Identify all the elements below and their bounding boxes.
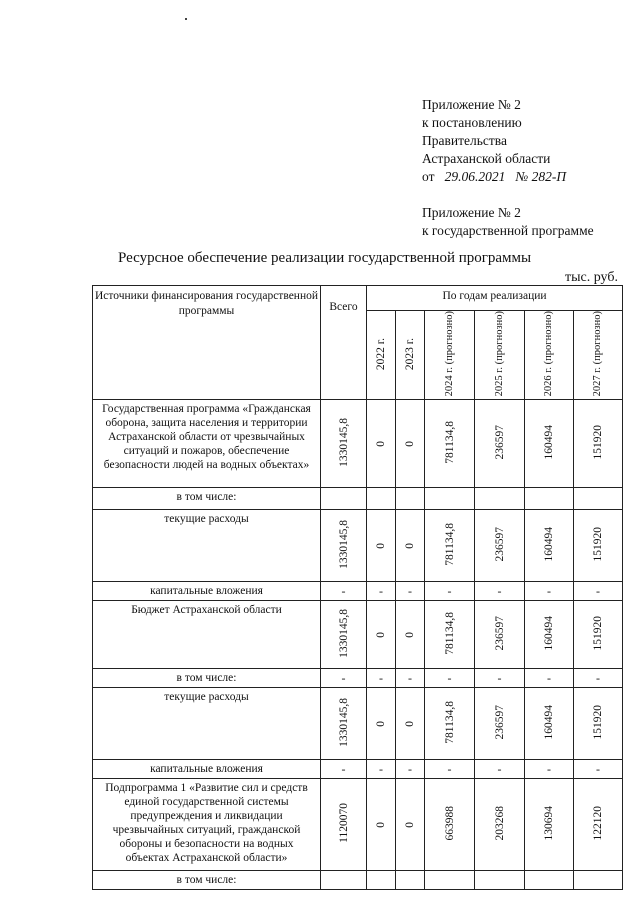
row-source-name: в том числе:	[93, 871, 321, 890]
row-year-value: 203268	[493, 806, 506, 841]
table-body	[93, 286, 623, 890]
table-row	[93, 510, 623, 582]
row-year-value: -	[547, 670, 551, 685]
row-source-name: в том числе:	[93, 669, 321, 688]
scan-speck	[185, 18, 187, 20]
row-source-name: Подпрограмма 1 «Развитие сил и средств единой государственной системы предупреждения и ликвидации чрезвычайных ситуаций, гражданской обороны и безопасности на водных объектах Астраханской области»	[93, 779, 321, 871]
row-year-value: 160494	[543, 527, 555, 562]
row-year-value: -	[408, 670, 412, 685]
row-year-value: 160494	[543, 425, 555, 460]
header-year: 2026 г. (прогнозно)	[543, 311, 554, 397]
row-year-value: -	[379, 761, 383, 776]
row-year-value: -	[497, 670, 502, 685]
row-year-value: -	[447, 761, 452, 776]
row-year-value: 0	[375, 822, 387, 828]
row-total: -	[341, 761, 346, 776]
header-source: Источники финансирования государственной программы	[93, 286, 321, 400]
row-year-value: 663988	[443, 806, 456, 841]
appendix-block	[422, 96, 594, 240]
row-year-value: -	[596, 761, 600, 776]
table-row	[93, 779, 623, 871]
row-year-value: 151920	[592, 425, 604, 460]
appendix-line: Астраханской области	[422, 151, 551, 166]
document-date: 29.06.2021	[444, 169, 506, 184]
row-year-value: 236597	[493, 425, 506, 460]
units-label: тыс. руб.	[565, 270, 618, 285]
header-year: 2022 г.	[375, 337, 387, 370]
row-year-value: -	[379, 583, 383, 598]
row-year-value: -	[447, 583, 452, 598]
row-year-value: -	[447, 670, 452, 685]
header-by-years: По годам реализации	[367, 286, 623, 311]
row-year-value: 151920	[592, 527, 604, 562]
row-source-name: текущие расходы	[93, 688, 321, 760]
date-prefix: от	[422, 169, 435, 184]
row-year-value: 781134,8	[443, 522, 456, 566]
row-year-value: -	[596, 583, 600, 598]
row-year-value: 0	[404, 441, 416, 447]
row-source-name: в том числе:	[93, 488, 321, 510]
row-year-value: 236597	[493, 527, 506, 562]
row-total: 1330145,8	[337, 697, 350, 747]
resource-table	[92, 285, 623, 890]
row-total: -	[341, 583, 346, 598]
row-source-name: текущие расходы	[93, 510, 321, 582]
row-year-value: 151920	[592, 705, 604, 740]
row-total: 1330145,8	[337, 417, 350, 467]
row-source-name: капитальные вложения	[93, 582, 321, 601]
row-year-value: -	[497, 761, 502, 776]
row-year-value: 151920	[592, 616, 604, 651]
row-source-name: капитальные вложения	[93, 760, 321, 779]
table-row	[93, 400, 623, 488]
row-year-value: 0	[404, 632, 416, 638]
row-source-name: Государственная программа «Гражданская оборона, защита населения и территории Астраханской области от чрезвычайных ситуаций и пожаров, обеспечение безопасности людей на водных объектах»	[93, 400, 321, 488]
header-year: 2023 г.	[404, 337, 416, 370]
table-row	[93, 688, 623, 760]
header-year: 2025 г. (прогнозно)	[493, 311, 505, 397]
row-year-value: 0	[404, 721, 416, 727]
row-total: 1330145,8	[337, 608, 350, 658]
table-row	[93, 601, 623, 669]
row-year-value: -	[408, 761, 412, 776]
row-year-value: 0	[375, 721, 387, 727]
table-row	[93, 760, 623, 779]
row-year-value: -	[547, 761, 551, 776]
document-title: Ресурсное обеспечение реализации государственной программы	[118, 250, 532, 266]
row-year-value: 0	[404, 543, 416, 549]
row-year-value: 781134,8	[443, 420, 456, 464]
row-year-value: 781134,8	[443, 611, 456, 655]
row-year-value: 236597	[493, 705, 506, 740]
header-year: 2027 г. (прогнозно)	[592, 311, 603, 397]
row-year-value: 0	[375, 441, 387, 447]
row-year-value: -	[497, 583, 502, 598]
row-year-value: 122120	[592, 806, 604, 841]
row-source-name: Бюджет Астраханской области	[93, 601, 321, 669]
row-year-value: 160494	[543, 616, 555, 651]
header-year: 2024 г. (прогнозно)	[443, 311, 455, 397]
table-row	[93, 582, 623, 601]
appendix-line: Приложение № 2	[422, 97, 521, 112]
table-row	[93, 871, 623, 890]
row-total: -	[341, 670, 346, 685]
row-year-value: 160494	[543, 705, 555, 740]
row-year-value: 0	[375, 632, 387, 638]
row-year-value: 130694	[543, 806, 555, 841]
header-total: Всего	[321, 286, 367, 400]
appendix-line: к государственной программе	[422, 223, 594, 238]
row-year-value: 0	[375, 543, 387, 549]
table-row	[93, 669, 623, 688]
appendix-line: Правительства	[422, 133, 507, 148]
document-number: № 282-П	[515, 169, 567, 184]
appendix-line: Приложение № 2	[422, 205, 521, 220]
row-year-value: 781134,8	[443, 700, 456, 744]
table-row	[93, 488, 623, 510]
appendix-date-line	[422, 168, 594, 186]
row-total: 1120070	[337, 803, 350, 844]
row-year-value: -	[379, 670, 383, 685]
row-total: 1330145,8	[337, 519, 350, 569]
row-year-value: -	[596, 670, 600, 685]
row-year-value: 236597	[493, 616, 506, 651]
row-year-value: -	[547, 583, 551, 598]
row-year-value: -	[408, 583, 412, 598]
row-year-value: 0	[404, 822, 416, 828]
appendix-line: к постановлению	[422, 115, 522, 130]
